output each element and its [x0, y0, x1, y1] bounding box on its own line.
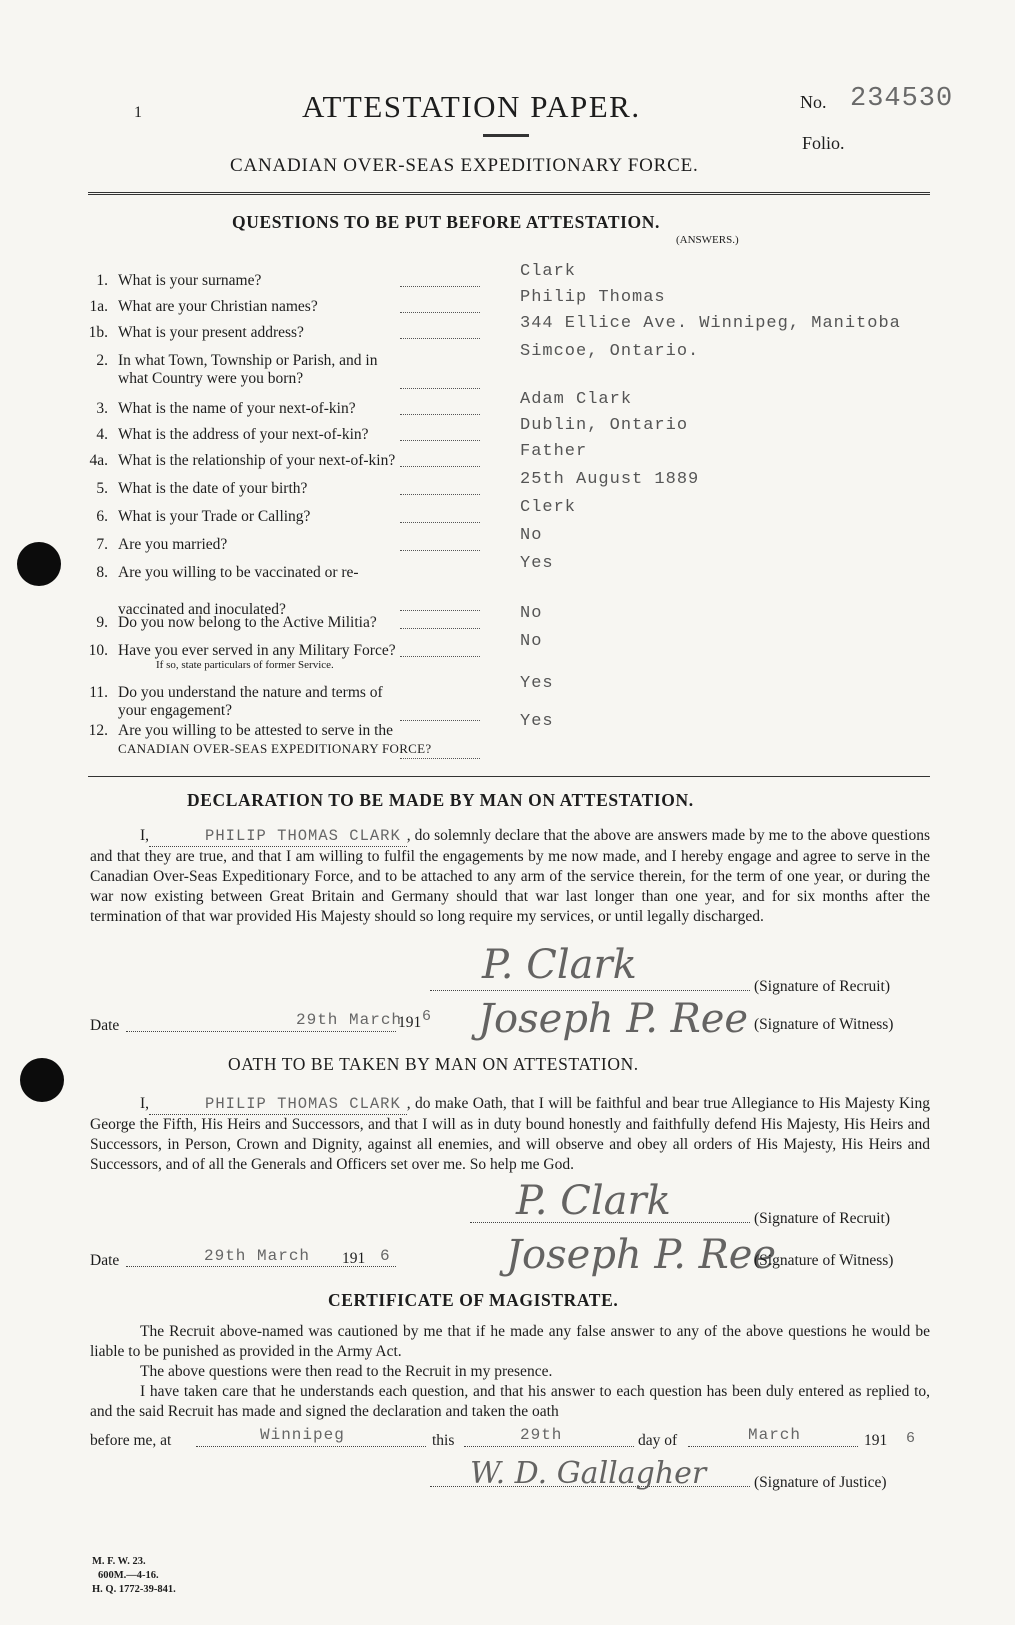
certificate-year-digit: 6: [906, 1430, 917, 1447]
oath-recruit-sig-line: [470, 1222, 750, 1223]
question-text: What is the relationship of your next-of-kin?: [118, 452, 396, 469]
footer-line-1: M. F. W. 23.: [92, 1556, 146, 1567]
question-answer: No: [520, 604, 543, 623]
question-text: What are your Christian names?: [118, 298, 318, 315]
question-answer: Adam Clark: [520, 390, 633, 409]
question-number: 1b.: [88, 324, 108, 341]
certificate-month: March: [748, 1426, 802, 1444]
declaration-year-digit: 6: [422, 1008, 433, 1025]
question-answer: Yes: [520, 674, 554, 693]
declaration-name: PHILIP THOMAS CLARK: [205, 827, 401, 845]
question-leader-dots: [400, 440, 480, 441]
declaration-text: [90, 826, 930, 927]
answers-label: (ANSWERS.): [676, 234, 739, 246]
question-leader-dots: [400, 656, 480, 657]
question-leader-dots: [400, 720, 480, 721]
oath-recruit-sig-label: (Signature of Recruit): [754, 1210, 891, 1227]
oath-heading: OATH TO BE TAKEN BY MAN ON ATTESTATION.: [228, 1054, 639, 1074]
question-answer: Simcoe, Ontario.: [520, 342, 700, 361]
question-number: 12.: [88, 722, 108, 739]
declaration-body: , do solemnly declare that the above are answers made by me to the above questions and that they are true, and that I am willing to fulfil the engagements by me now made, and I hereby engage and agree to serve in the Canadian Over-Seas Expeditionary Force, and to be attached to any arm of the service therein, for the term of one year, or during the war now existing between Great Britain and Germany should that war last longer than one year, and for six months after the termination of that war provided His Majesty should so long require my services, or until legally discharged.: [90, 827, 930, 925]
question-answer: No: [520, 632, 543, 651]
question-text: What is the date of your birth?: [118, 480, 308, 497]
oath-name-dots: [149, 1094, 407, 1115]
question-leader-dots: [400, 466, 480, 467]
question-number: 4a.: [89, 452, 108, 469]
questions-heading: QUESTIONS TO BE PUT BEFORE ATTESTATION.: [232, 212, 660, 232]
question-text: Do you now belong to the Active Militia?: [118, 614, 377, 631]
question-number: 5.: [96, 480, 108, 497]
justice-signature: W. D. Gallagher: [470, 1456, 707, 1491]
oath-i-label: I,: [140, 1095, 150, 1112]
question-text: What is the address of your next-of-kin?: [118, 426, 369, 443]
certificate-day: 29th: [520, 1426, 563, 1444]
declaration-date-label: Date: [90, 1017, 120, 1034]
question-answer: Clerk: [520, 498, 577, 517]
question-text: Are you willing to be attested to serve in the: [118, 722, 394, 739]
page-subtitle: CANADIAN OVER-SEAS EXPEDITIONARY FORCE.: [230, 155, 699, 176]
corner-mark: 1: [134, 104, 142, 121]
question-leader-dots: [400, 758, 480, 759]
certificate-p2: The above questions were then read to the Recruit in my presence.: [140, 1363, 553, 1380]
declaration-heading: DECLARATION TO BE MADE BY MAN ON ATTESTATION.: [187, 790, 694, 810]
certificate-p1: The Recruit above-named was cautioned by me that if he made any false answer to any of the above questions he would be liable to be punished as provided in the Army Act.: [90, 1323, 930, 1360]
question-answer: Clark: [520, 262, 577, 281]
question-number: 11.: [89, 684, 108, 701]
question-text: Are you married?: [118, 536, 228, 553]
before-me-label: before me, at: [90, 1432, 172, 1449]
day-of-label: day of: [638, 1432, 678, 1449]
folio-label: Folio.: [802, 133, 845, 153]
question-text-continued: your engagement?: [118, 702, 233, 719]
oath-name: PHILIP THOMAS CLARK: [205, 1095, 401, 1113]
question-answer: Yes: [520, 712, 554, 731]
question-leader-dots: [400, 522, 480, 523]
certificate-p3: I have taken care that he understands each question, and that his answer to each question has been duly entered as replied to, and the said Recruit has made and signed the declaration and taken the oath: [90, 1383, 930, 1420]
declaration-i-label: I,: [140, 827, 150, 844]
justice-sig-label: (Signature of Justice): [754, 1474, 887, 1491]
declaration-date-value: 29th March: [296, 1011, 403, 1029]
question-leader-dots: [400, 414, 480, 415]
question-leader-dots: [400, 338, 480, 339]
certificate-year-prefix: 191: [864, 1432, 888, 1449]
question-text-continued: what Country were you born?: [118, 370, 304, 387]
question-leader-dots: [400, 286, 480, 287]
oath-body: , do make Oath, that I will be faithful and bear true Allegiance to His Majesty King George the Fifth, His Heirs and Successors, and that I will as in duty bound honestly and faithfully defend His Majesty, His Heirs and Successors, in Person, Crown and Dignity, against all enemies, and will observe and obey all orders of His Majesty, His Heirs and Successors, and of all the Generals and Officers set over me. So help me God.: [90, 1095, 930, 1173]
question-number: 1.: [96, 272, 108, 289]
question-text: In what Town, Township or Parish, and in: [118, 352, 378, 369]
question-text: Do you understand the nature and terms of: [118, 684, 383, 701]
oath-witness-signature: Joseph P. Ree: [506, 1232, 777, 1278]
footer-line-2: 600M.—4-16.: [98, 1570, 159, 1581]
declaration-recruit-signature: P. Clark: [482, 942, 637, 988]
declaration-year-prefix: 191: [398, 1014, 422, 1031]
question-text: What is your Trade or Calling?: [118, 508, 311, 525]
question-number: 8.: [96, 564, 108, 581]
question-text: What is your surname?: [118, 272, 262, 289]
question-text-continued: vaccinated and inoculated?: [118, 601, 286, 618]
question-answer: Dublin, Ontario: [520, 416, 689, 435]
certificate-place: Winnipeg: [260, 1426, 345, 1444]
declaration-recruit-sig-label: (Signature of Recruit): [754, 978, 891, 995]
number-value: 234530: [850, 84, 954, 114]
certificate-heading: CERTIFICATE OF MAGISTRATE.: [328, 1290, 619, 1310]
number-label: No.: [800, 92, 827, 112]
oath-recruit-signature: P. Clark: [516, 1178, 671, 1224]
question-leader-dots: [400, 388, 480, 389]
question-answer: Father: [520, 442, 588, 461]
questions-rule: [88, 776, 930, 777]
header-rule: [88, 192, 930, 195]
question-answer: No: [520, 526, 543, 545]
question-text: What is the name of your next-of-kin?: [118, 400, 356, 417]
oath-witness-sig-label: (Signature of Witness): [754, 1252, 894, 1269]
day-line: [464, 1446, 634, 1447]
place-line: [196, 1446, 426, 1447]
question-text: Are you willing to be vaccinated or re-: [118, 564, 359, 581]
question-number: 1a.: [89, 298, 108, 315]
declaration-recruit-sig-line: [430, 990, 750, 991]
footer-line-3: H. Q. 1772-39-841.: [92, 1584, 176, 1595]
question-number: 3.: [96, 400, 108, 417]
question-text-continued: CANADIAN OVER-SEAS EXPEDITIONARY FORCE?: [118, 741, 432, 756]
page-title: ATTESTATION PAPER.: [302, 89, 641, 124]
oath-date-value: 29th March: [204, 1247, 311, 1265]
this-label: this: [432, 1432, 455, 1449]
question-number: 7.: [96, 536, 108, 553]
question-leader-dots: [400, 494, 480, 495]
justice-sig-line: [430, 1486, 750, 1487]
question-leader-dots: [400, 610, 480, 611]
question-number: 4.: [96, 426, 108, 443]
question-number: 10.: [88, 642, 108, 659]
question-answer: Philip Thomas: [520, 288, 666, 307]
oath-year-digit: 6: [380, 1247, 391, 1265]
month-line: [688, 1446, 858, 1447]
question-leader-dots: [400, 312, 480, 313]
declaration-date-line: [126, 1031, 396, 1032]
question-leader-dots: [400, 550, 480, 551]
title-underline: [483, 134, 529, 137]
declaration-witness-sig-label: (Signature of Witness): [754, 1016, 894, 1033]
question-text: What is your present address?: [118, 324, 304, 341]
punch-hole-top: [17, 542, 61, 586]
question-number: 6.: [96, 508, 108, 525]
question-number: 9.: [96, 614, 108, 631]
question-answer: Yes: [520, 554, 554, 573]
oath-date-label: Date: [90, 1252, 120, 1269]
declaration-name-dots: [149, 826, 407, 847]
question-number: 2.: [96, 352, 108, 369]
question-answer: 25th August 1889: [520, 470, 700, 489]
question-answer: 344 Ellice Ave. Winnipeg, Manitoba: [520, 314, 901, 333]
question-note: If so, state particulars of former Service.: [156, 659, 334, 671]
punch-hole-bottom: [20, 1058, 64, 1102]
declaration-witness-signature: Joseph P. Ree: [478, 996, 749, 1042]
oath-year-prefix: 191: [342, 1250, 366, 1267]
oath-text: [90, 1094, 930, 1175]
question-text: Have you ever served in any Military Force?: [118, 642, 396, 659]
question-leader-dots: [400, 628, 480, 629]
